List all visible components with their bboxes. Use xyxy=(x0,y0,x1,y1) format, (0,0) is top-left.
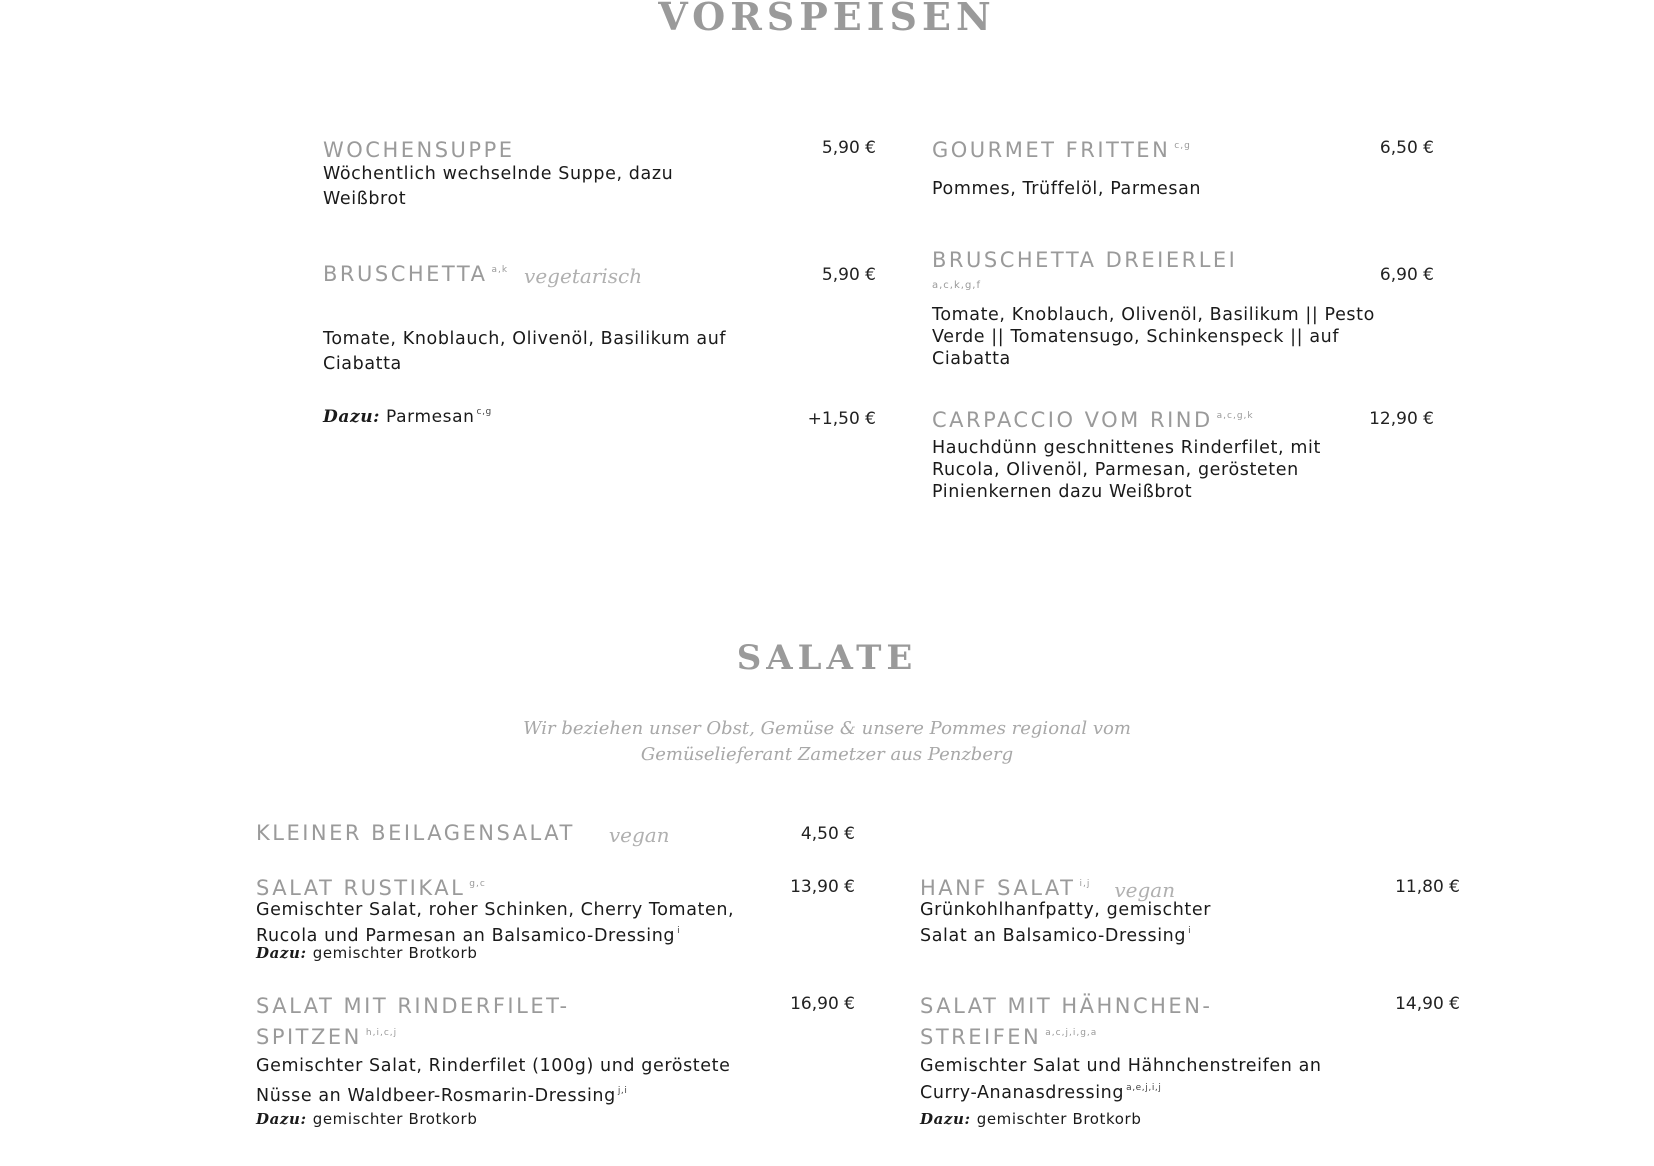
item-name-text: KLEINER BEILAGENSALAT xyxy=(256,821,575,845)
item-desc-hanf-salat-line-1: Grünkohlhanfpatty, gemischter xyxy=(920,900,1212,920)
item-price-gourmet-fritten: 6,50 € xyxy=(1379,138,1434,158)
extra-text: Parmesan xyxy=(386,407,475,427)
extra-parmesan xyxy=(323,407,492,427)
allergen-note: a,c,k,g,f xyxy=(932,280,981,291)
allergen-note: i xyxy=(1188,926,1192,936)
dazu-text: gemischter Brotkorb xyxy=(976,1110,1142,1128)
section-title-vorspeisen: VORSPEISEN xyxy=(658,0,996,39)
item-desc-hanf-salat-line-2 xyxy=(920,920,1191,947)
dazu-text: gemischter Brotkorb xyxy=(312,1110,478,1128)
item-name-text: BRUSCHETTA DREIERLEI xyxy=(932,248,1238,272)
item-price-bruschetta-dreierlei: 6,90 € xyxy=(1379,265,1434,285)
allergen-note: a,k xyxy=(491,265,509,275)
item-name-text: SALAT MIT HÄHNCHEN- xyxy=(920,994,1213,1018)
item-name-text: SALAT RUSTIKAL xyxy=(256,876,466,900)
allergen-note: a,c,g,k xyxy=(1216,411,1254,421)
dazu-label: Dazu: xyxy=(256,1110,307,1128)
diet-tag: vegetarisch xyxy=(524,264,643,288)
item-price-carpaccio: 12,90 € xyxy=(1369,409,1434,429)
item-name-text: GOURMET FRITTEN xyxy=(932,138,1171,162)
item-name-salat-rinderfilet-line-2 xyxy=(256,1027,397,1048)
dazu-label: Dazu: xyxy=(323,407,381,427)
regional-notice-line-2: Gemüselieferant Zametzer aus Penzberg xyxy=(640,744,1014,765)
item-price-kleiner-beilagensalat: 4,50 € xyxy=(800,824,855,844)
desc-text: Rucola und Parmesan an Balsamico-Dressing xyxy=(256,926,676,946)
regional-notice-line-1: Wir beziehen unser Obst, Gemüse & unsere Pommes regional vom xyxy=(523,718,1131,739)
item-desc-wochensuppe: Wöchentlich wechselnde Suppe, dazu Weißbrot xyxy=(323,164,674,209)
dazu-salat-rustikal xyxy=(256,944,477,962)
item-price-bruschetta: 5,90 € xyxy=(821,265,876,285)
dazu-salat-haehnchen xyxy=(920,1110,1141,1128)
item-price-hanf-salat: 11,80 € xyxy=(1395,877,1460,897)
item-price-salat-haehnchen: 14,90 € xyxy=(1395,994,1460,1014)
item-name-text: SPITZEN xyxy=(256,1025,362,1049)
desc-text: Curry-Ananasdressing xyxy=(920,1083,1125,1103)
item-name-text: WOCHENSUPPE xyxy=(323,138,515,162)
allergen-note: h,i,c,j xyxy=(365,1028,398,1038)
desc-text: Nüsse an Waldbeer-Rosmarin-Dressing xyxy=(256,1086,616,1106)
item-name-text: STREIFEN xyxy=(920,1025,1042,1049)
item-price-wochensuppe: 5,90 € xyxy=(821,138,876,158)
item-name-kleiner-beilagensalat xyxy=(256,823,670,845)
allergen-note: a,e,j,i,j xyxy=(1126,1083,1162,1093)
allergen-note: g,c xyxy=(469,879,486,889)
item-name-gourmet-fritten xyxy=(932,140,1191,161)
dazu-salat-rinderfilet xyxy=(256,1110,477,1128)
allergen-note: i xyxy=(677,926,681,936)
section-title-salate: SALATE xyxy=(736,638,918,678)
item-desc-salat-rustikal-line-1: Gemischter Salat, roher Schinken, Cherry Tomaten, xyxy=(256,900,735,920)
diet-tag: vegan xyxy=(608,823,670,847)
dazu-label: Dazu: xyxy=(256,944,307,962)
item-name-text: BRUSCHETTA xyxy=(323,262,488,286)
allergen-note: c,g xyxy=(476,407,492,417)
item-name-wochensuppe xyxy=(323,140,515,161)
item-desc-bruschetta: Tomate, Knoblauch, Olivenöl, Basilikum auf Ciabatta xyxy=(323,329,727,374)
item-name-salat-haehnchen-line-1 xyxy=(920,996,1213,1017)
allergen-note: i,j xyxy=(1079,879,1091,889)
desc-text: Salat an Balsamico-Dressing xyxy=(920,926,1187,946)
item-desc-bruschetta-dreierlei: Tomate, Knoblauch, Olivenöl, Basilikum || Pesto Verde || Tomatensugo, Schinkenspeck || auf Ciabatta xyxy=(932,305,1375,369)
item-name-text: CARPACCIO VOM RIND xyxy=(932,408,1213,432)
diet-tag: vegan xyxy=(1114,878,1176,902)
item-price-salat-rinderfilet: 16,90 € xyxy=(790,994,855,1014)
allergen-note: a,c,j,i,g,a xyxy=(1045,1028,1098,1038)
item-desc-carpaccio: Hauchdünn geschnittenes Rinderfilet, mit Rucola, Olivenöl, Parmesan, gerösteten Pinienkernen dazu Weißbrot xyxy=(932,438,1321,502)
item-desc-salat-rinderfilet-line-1: Gemischter Salat, Rinderfilet (100g) und geröstete xyxy=(256,1056,731,1076)
item-name-text: SALAT MIT RINDERFILET- xyxy=(256,994,570,1018)
dazu-label: Dazu: xyxy=(920,1110,971,1128)
item-name-bruschetta-dreierlei xyxy=(932,250,1237,271)
allergen-note: c,g xyxy=(1174,141,1191,151)
item-name-salat-rustikal xyxy=(256,878,486,899)
item-name-salat-rinderfilet-line-1 xyxy=(256,996,570,1017)
item-name-salat-haehnchen-line-2 xyxy=(920,1027,1097,1048)
item-price-salat-rustikal: 13,90 € xyxy=(790,877,855,897)
item-desc-gourmet-fritten: Pommes, Trüffelöl, Parmesan xyxy=(932,179,1202,199)
allergen-note: j,i xyxy=(617,1086,628,1096)
item-desc-salat-haehnchen-line-2 xyxy=(920,1077,1161,1104)
item-desc-salat-haehnchen-line-1: Gemischter Salat und Hähnchenstreifen an xyxy=(920,1056,1322,1076)
extra-price: +1,50 € xyxy=(807,409,876,429)
item-name-bruschetta xyxy=(323,264,642,286)
item-name-hanf-salat xyxy=(920,878,1175,900)
item-name-text: HANF SALAT xyxy=(920,876,1076,900)
dazu-text: gemischter Brotkorb xyxy=(312,944,478,962)
item-desc-salat-rustikal-line-2 xyxy=(256,920,680,947)
item-name-carpaccio xyxy=(932,410,1254,431)
item-desc-salat-rinderfilet-line-2 xyxy=(256,1080,628,1107)
